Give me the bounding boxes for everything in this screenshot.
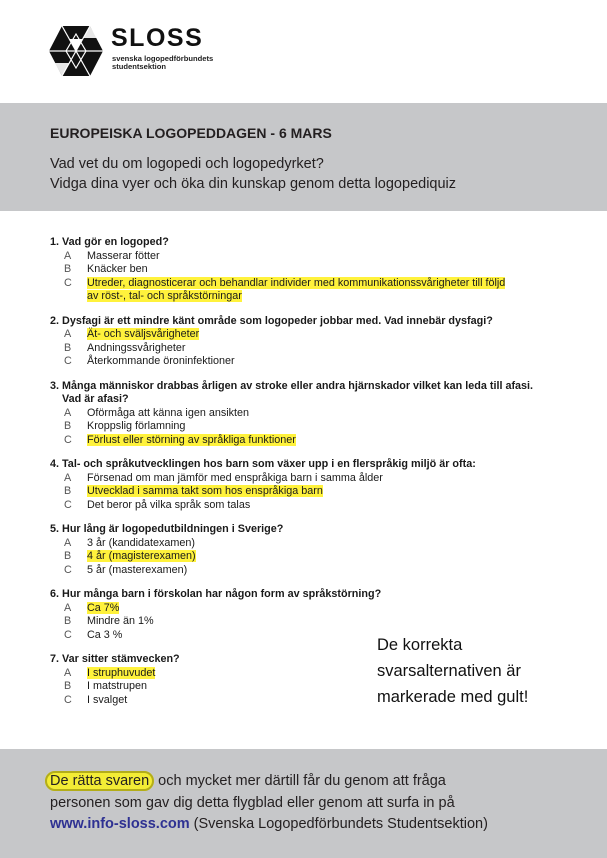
option-a: A 3 år (kandidatexamen) xyxy=(64,536,196,549)
option-c: C I svalget xyxy=(64,693,128,706)
question-text: 3. Många människor drabbas årligen av stroke eller andra hjärnskador vilket kan leda till afasi. Vad är afasi? xyxy=(50,379,534,405)
question-text: 5. Hur lång är logopedutbildningen i Sverige? xyxy=(50,523,284,535)
question-4 xyxy=(50,458,560,512)
question-5 xyxy=(50,523,560,577)
answer-note-line2: svarsalternativen är xyxy=(377,662,521,680)
answer-note-line3: markerade med gult! xyxy=(377,688,529,706)
footer-line2: personen som gav dig detta flygblad eller genom att surfa in på xyxy=(50,795,455,811)
option-a: A Försenad om man jämför med enspråkiga barn i samma ålder xyxy=(64,471,383,484)
option-c: C Det beror på vilka språk som talas xyxy=(64,498,251,511)
logo-subtitle xyxy=(112,55,222,71)
option-a: A Oförmåga att känna igen ansikten xyxy=(64,406,250,419)
option-c: C Ca 3 % xyxy=(64,628,123,641)
page-title: EUROPEISKA LOGOPEDDAGEN - 6 MARS xyxy=(50,125,332,141)
option-c-correct: C Förlust eller störning av språkliga funktioner xyxy=(64,433,296,446)
logo-subtitle-line2: studentsektion xyxy=(112,62,167,71)
option-a: A Masserar fötter xyxy=(64,249,160,262)
option-b: B Andningssvårigheter xyxy=(64,341,186,354)
question-3 xyxy=(50,380,560,448)
website-link[interactable]: www.info-sloss.com xyxy=(50,816,190,832)
header-band xyxy=(0,103,607,211)
sloss-hexagon-logo-icon xyxy=(49,26,103,76)
footer-line1: De rätta svaren och mycket mer därtill får du genom att fråga xyxy=(50,773,446,789)
intro-line2: Vidga dina vyer och öka din kunskap genom detta logopediquiz xyxy=(50,176,457,192)
question-1 xyxy=(50,236,560,304)
option-b: B Kroppslig förlamning xyxy=(64,420,186,432)
logo xyxy=(49,24,214,78)
question-text: 6. Hur många barn i förskolan har någon form av språkstörning? xyxy=(50,588,382,600)
question-text: 1. Vad gör en logoped? xyxy=(50,236,169,248)
logo-wordmark: SLOSS xyxy=(111,24,204,52)
option-b-correct: B Utvecklad i samma takt som hos enspråkiga barn xyxy=(64,485,323,497)
footer-band xyxy=(0,749,607,858)
option-c-correct: C Utreder, diagnosticerar och behandlar individer med kommunikationssvårigheter till följd av röst-, tal- och språkstörningar xyxy=(64,276,506,302)
option-b: B I matstrupen xyxy=(64,680,148,692)
answers-link[interactable]: De rätta svaren xyxy=(45,771,154,791)
question-text: 4. Tal- och språkutvecklingen hos barn som växer upp i en flerspråkig miljö är ofta: xyxy=(50,458,476,470)
intro-text xyxy=(50,154,456,194)
intro-line1: Vad vet du om logopedi och logopedyrket? xyxy=(50,156,324,172)
answer-note xyxy=(377,632,567,710)
option-a-correct: A Ca 7% xyxy=(64,601,120,614)
option-b: B Knäcker ben xyxy=(64,263,148,275)
option-c: C 5 år (masterexamen) xyxy=(64,563,188,576)
option-b: B Mindre än 1% xyxy=(64,615,154,627)
logo-subtitle-line1: svenska logopedförbundets xyxy=(112,54,214,63)
answer-note-line1: De korrekta xyxy=(377,636,463,654)
option-c: C Återkommande öroninfektioner xyxy=(64,355,235,367)
footer-line3: www.info-sloss.com (Svenska Logopedförbundets Studentsektion) xyxy=(50,816,488,832)
option-a-correct: A I struphuvudet xyxy=(64,666,156,679)
question-text: 7. Var sitter stämvecken? xyxy=(50,653,180,665)
option-b-correct: B 4 år (magisterexamen) xyxy=(64,550,196,562)
option-a-correct: A Ät- och sväljsvårigheter xyxy=(64,328,200,340)
question-text: 2. Dysfagi är ett mindre känt område som logopeder jobbar med. Vad innebär dysfagi? xyxy=(50,314,493,327)
question-2 xyxy=(50,315,560,369)
